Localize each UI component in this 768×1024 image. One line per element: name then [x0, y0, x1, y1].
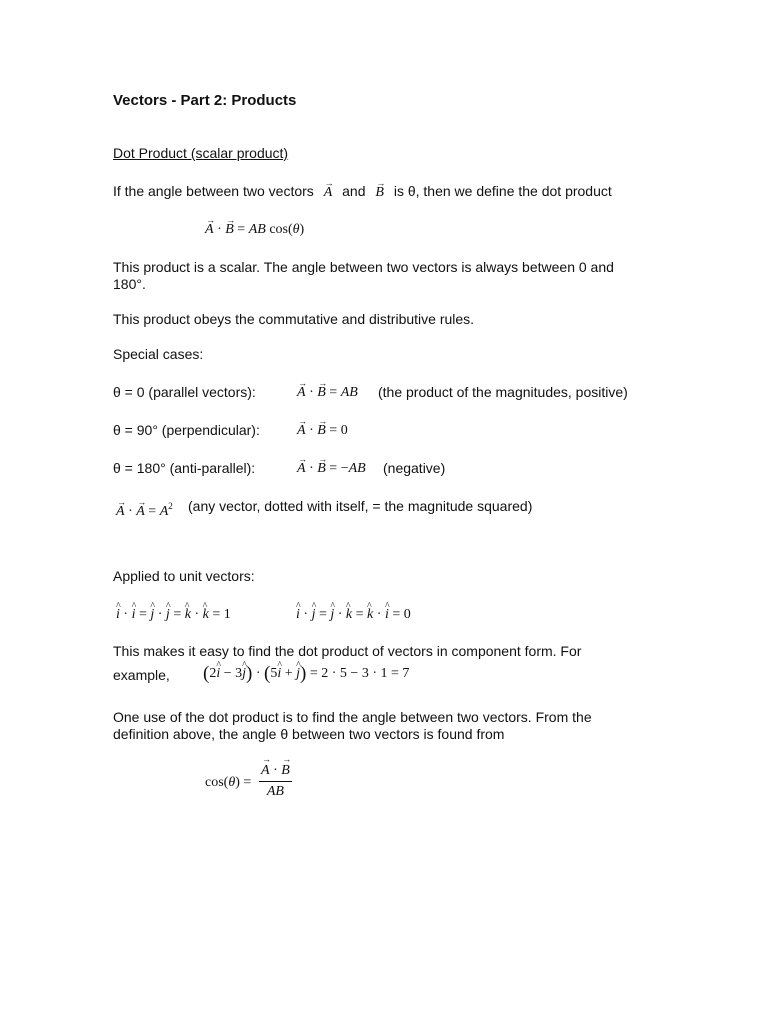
unit-vector-parallel-formula: i ^ · i ^ = j ^ · j ^ = k ^ · k ^ = 1 — [116, 606, 231, 623]
case-antiparallel-note: (negative) — [383, 460, 446, 476]
case-antiparallel-label: θ = 180° (anti-parallel): — [113, 460, 256, 476]
fraction-numerator: A → · B → — [259, 763, 292, 782]
intro-part-1: If the angle between two vectors — [113, 183, 314, 199]
intro-text — [113, 183, 612, 201]
component-form-line-2: example, — [113, 667, 170, 683]
cos-theta-lhs: cos(θ) = — [205, 775, 252, 790]
vector-b-symbol: B → — [375, 185, 384, 200]
case-antiparallel-formula: A → · B → = −AB — [297, 460, 366, 477]
section-heading: Dot Product (scalar product) — [113, 145, 289, 161]
rules-note: This product obeys the commutative and distributive rules. — [113, 311, 475, 327]
angle-note: One use of the dot product is to find the angle between two vectors. From the definition above, the angle θ between two vectors is found from — [113, 709, 592, 742]
case-perpendicular-label: θ = 90° (perpendicular): — [113, 422, 260, 438]
unit-vector-orthogonal-formula: i ^ · j ^ = j ^ · k ^ = k ^ · i ^ = 0 — [296, 606, 411, 623]
self-dot-formula: A → · A → = $A^2$ — [116, 498, 173, 520]
scalar-note: This product is a scalar. The angle between two vectors is always between 0 and 180°. — [113, 259, 614, 292]
case-parallel-formula: A → · B → = AB — [297, 384, 358, 401]
self-dot-note: (any vector, dotted with itself, = the magnitude squared) — [188, 498, 533, 514]
vector-a-symbol: A → — [324, 185, 333, 200]
fraction-denominator: AB — [266, 784, 284, 799]
case-parallel-label: θ = 0 (parallel vectors): — [113, 384, 256, 400]
case-parallel-note: (the product of the magnitudes, positive) — [378, 384, 628, 400]
case-perpendicular-formula: A → · B → = 0 — [297, 422, 348, 439]
dot-product-definition-formula: A → · B → = AB cos(θ) — [205, 221, 304, 238]
component-form-line-1: This makes it easy to find the dot product of vectors in component form. For — [113, 643, 582, 659]
intro-part-2: is θ, then we define the dot product — [393, 183, 612, 199]
special-cases-label: Special cases: — [113, 346, 204, 362]
cos-theta-fraction — [259, 763, 292, 800]
page-title: Vectors - Part 2: Products — [113, 92, 297, 109]
intro-and: and — [342, 183, 366, 199]
component-example-formula: (2i ^ − 3j ^) · (5i ^ + j ^) = 2 · 5 − 3 · 1 = 7 — [203, 665, 409, 682]
unit-vectors-label: Applied to unit vectors: — [113, 568, 255, 584]
